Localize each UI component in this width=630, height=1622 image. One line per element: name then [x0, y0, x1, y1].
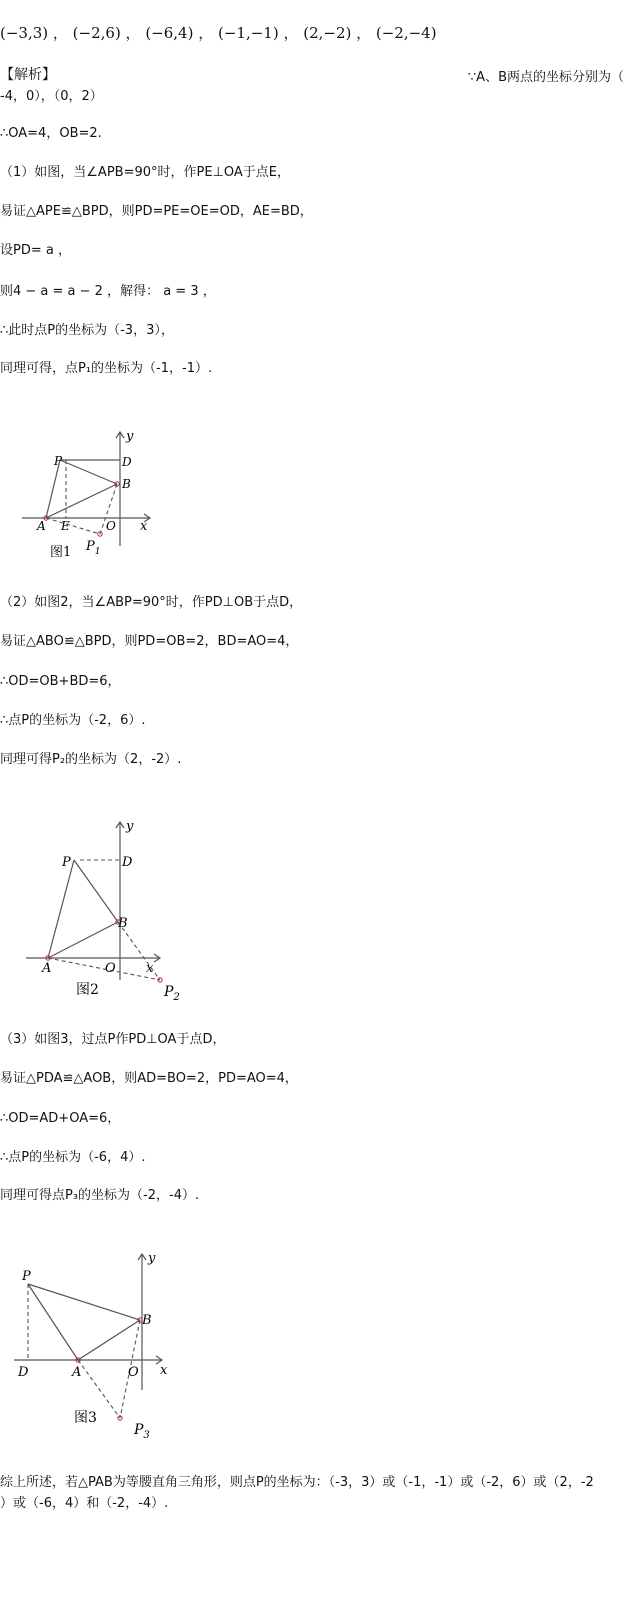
text-line-11: ∴OD=OB+BD=6，	[0, 674, 121, 689]
fig3-P3-label: $P_3$	[134, 1422, 150, 1440]
text-line-3: （1）如图，当∠APB=90°时，作PE⊥OA于点E，	[0, 165, 290, 180]
fig3-O-label: O	[128, 1365, 139, 1380]
text-line-10: 易证△ABO≌△BPD，则PD=OB=2，BD=AO=4，	[0, 634, 299, 649]
fig1-P-label: P	[54, 454, 63, 468]
text-line-1: -4，0），（0，2）	[0, 89, 103, 104]
text-line-9: （2）如图2，当∠ABP=90°时，作PD⊥OB于点D，	[0, 595, 303, 610]
text-line-12: ∴点P的坐标为（-2，6）.	[0, 713, 146, 728]
analysis-label: 【解析】	[0, 67, 56, 83]
fig2-x-label: x	[146, 961, 154, 976]
fig3-B-label: B	[142, 1313, 152, 1328]
figure-3	[0, 1240, 200, 1440]
text-line-6: 则4 − a = a − 2 ，解得： a = 3 ，	[0, 284, 216, 299]
answer-coordinates: (−3,3) ， (−2,6) ， (−6,4) ， (−1,−1) ， (2,−2) ， (−2,−4)	[0, 24, 437, 42]
text-line-17: ∴点P的坐标为（-6，4）.	[0, 1150, 146, 1165]
fig1-caption: 图1	[50, 545, 72, 560]
fig3-D-label: D	[18, 1365, 29, 1380]
fig1-y-label: y	[126, 429, 134, 444]
text-line-19: 综上所述，若△PAB为等腰直角三角形，则点P的坐标为：（-3，3）或（-1，-1）或（-2，6）或（2，-2	[0, 1475, 594, 1490]
fig1-O-label: O	[106, 519, 116, 533]
fig2-P-label: P	[62, 855, 71, 870]
fig3-y-label: y	[148, 1251, 156, 1266]
fig2-caption: 图2	[76, 982, 99, 998]
text-line-14: （3）如图3，过点P作PD⊥OA于点D，	[0, 1032, 226, 1047]
text-line-16: ∴OD=AD+OA=6，	[0, 1111, 121, 1126]
text-line-20: ）或（-6，4）和（-2，-4）.	[0, 1496, 169, 1511]
figure-1	[0, 420, 180, 580]
fig1-A-label: A	[37, 519, 46, 533]
fig3-caption: 图3	[74, 1410, 97, 1426]
analysis-intro: ∵A、B两点的坐标分别为（	[467, 70, 624, 85]
fig1-B-label: B	[122, 477, 131, 491]
text-line-2: ∴OA=4，OB=2.	[0, 126, 102, 141]
text-line-8: 同理可得，点P₁的坐标为（-1，-1）.	[0, 361, 213, 376]
figure-2	[0, 810, 200, 1010]
text-line-15: 易证△PDA≌△AOB，则AD=BO=2，PD=AO=4，	[0, 1071, 298, 1086]
text-line-5: 设PD= a ，	[0, 243, 71, 258]
text-line-18: 同理可得点P₃的坐标为（-2，-4）.	[0, 1188, 200, 1203]
fig2-B-label: B	[118, 916, 128, 931]
fig3-x-label: x	[160, 1363, 168, 1378]
fig1-D-label: D	[122, 455, 132, 469]
fig2-P2-label: $P_2$	[164, 984, 180, 1003]
fig1-x-label: x	[140, 519, 148, 534]
text-line-13: 同理可得P₂的坐标为（2，-2）.	[0, 752, 182, 767]
fig1-E-label: E	[61, 519, 70, 533]
fig1-P1-label: $P_1$	[86, 539, 101, 557]
fig3-P-label: P	[22, 1269, 31, 1284]
text-line-7: ∴此时点P的坐标为（-3，3），	[0, 323, 174, 338]
text-line-4: 易证△APE≌△BPD，则PD=PE=OE=OD，AE=BD，	[0, 204, 313, 219]
fig3-A-label: A	[72, 1365, 82, 1380]
fig2-D-label: D	[122, 855, 133, 870]
fig2-A-label: A	[42, 961, 52, 976]
fig2-O-label: O	[105, 961, 116, 976]
fig2-y-label: y	[126, 819, 134, 834]
